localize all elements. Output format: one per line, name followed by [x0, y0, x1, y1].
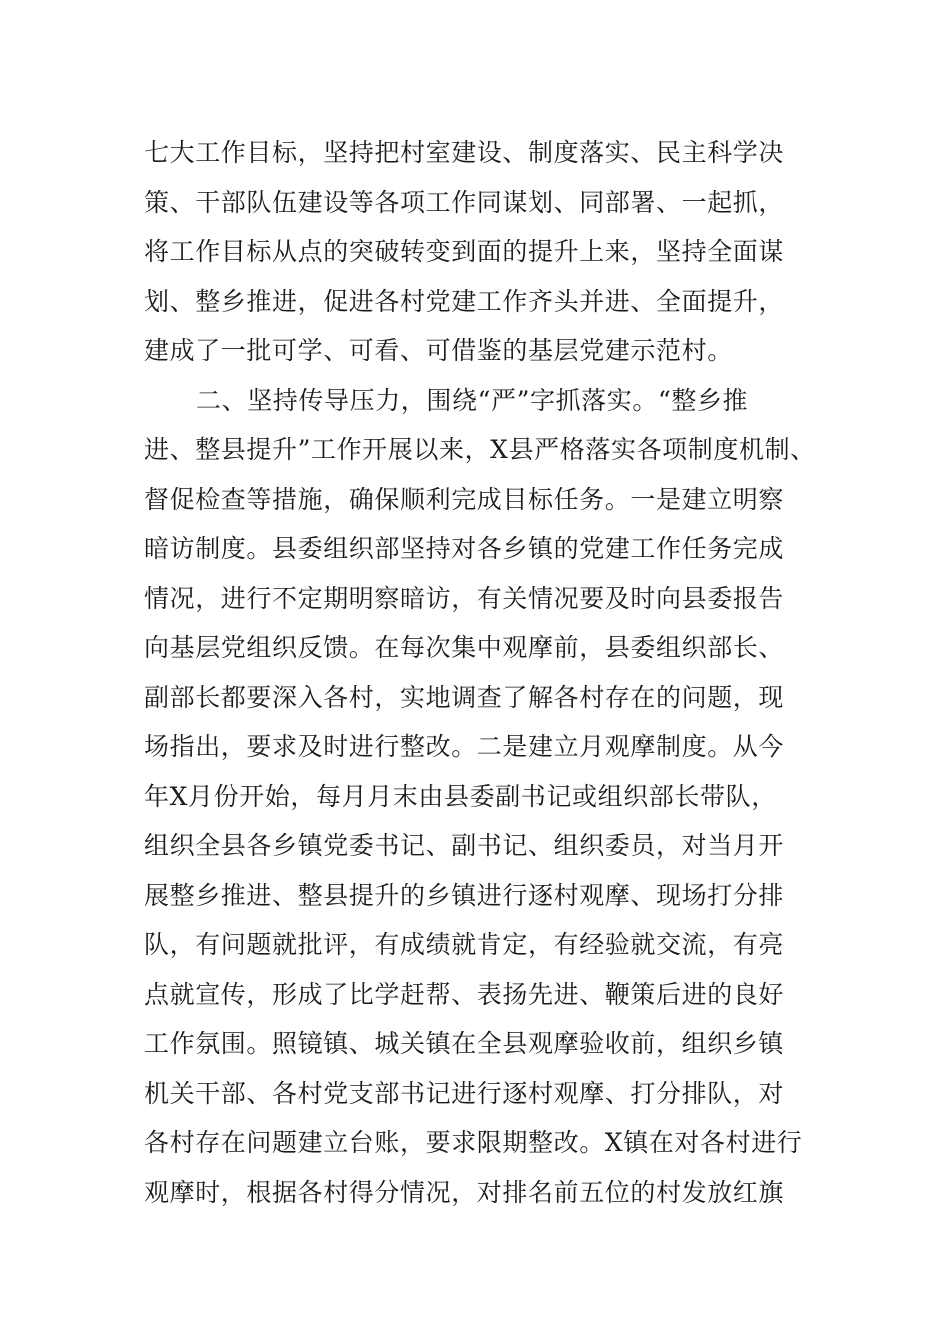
text-line: 暗访制度。县委组织部坚持对各乡镇的党建工作任务完成 — [144, 534, 785, 563]
text-line: 年X月份开始，每月月末由县委副书记或组织部长带队， — [144, 781, 777, 811]
text-line: 策、干部队伍建设等各项工作同谋划、同部署、一起抓， — [144, 187, 785, 217]
text-line: 各村存在问题建立台账，要求限期整改。X镇在对各村进行 — [144, 1128, 803, 1157]
text-line: 督促检查等措施，确保顺利完成目标任务。一是建立明察 — [144, 484, 785, 514]
text-line: 进、整县提升”工作开展以来，X县严格落实各项制度机制、 — [144, 435, 816, 464]
text-line: 展整乡推进、整县提升的乡镇进行逐村观摩、现场打分排 — [144, 880, 785, 910]
text-line: 向基层党组织反馈。在每次集中观摩前，县委组织部长、 — [144, 633, 785, 662]
text-line: 场指出，要求及时进行整改。二是建立月观摩制度。从今 — [144, 732, 785, 761]
text-line: 建成了一批可学、可看、可借鉴的基层党建示范村。 — [144, 336, 733, 365]
text-line: 观摩时，根据各村得分情况，对排名前五位的村发放红旗 — [144, 1177, 785, 1207]
text-line: 点就宣传，形成了比学赶帮、表扬先进、鞭策后进的良好 — [144, 979, 785, 1009]
text-line: 将工作目标从点的突破转变到面的提升上来，坚持全面谋 — [144, 237, 785, 266]
text-line: 副部长都要深入各村，实地调查了解各村存在的问题，现 — [144, 682, 785, 712]
text-line: 组织全县各乡镇党委书记、副书记、组织委员，对当月开 — [144, 831, 785, 860]
section-heading-line: 二、坚持传导压力，围绕“严”字抓落实。“整乡推 — [196, 385, 749, 415]
text-line: 划、整乡推进，促进各村党建工作齐头并进、全面提升， — [144, 286, 785, 316]
text-line: 队，有问题就批评，有成绩就肯定，有经验就交流，有亮 — [144, 930, 785, 959]
text-line: 七大工作目标，坚持把村室建设、制度落实、民主科学决 — [144, 138, 785, 167]
text-line: 情况，进行不定期明察暗访，有关情况要及时向县委报告 — [144, 583, 785, 613]
body-text — [144, 128, 834, 1217]
text-line: 工作氛围。照镜镇、城关镇在全县观摩验收前，组织乡镇 — [144, 1029, 785, 1058]
text-line: 机关干部、各村党支部书记进行逐村观摩、打分排队，对 — [144, 1078, 785, 1108]
